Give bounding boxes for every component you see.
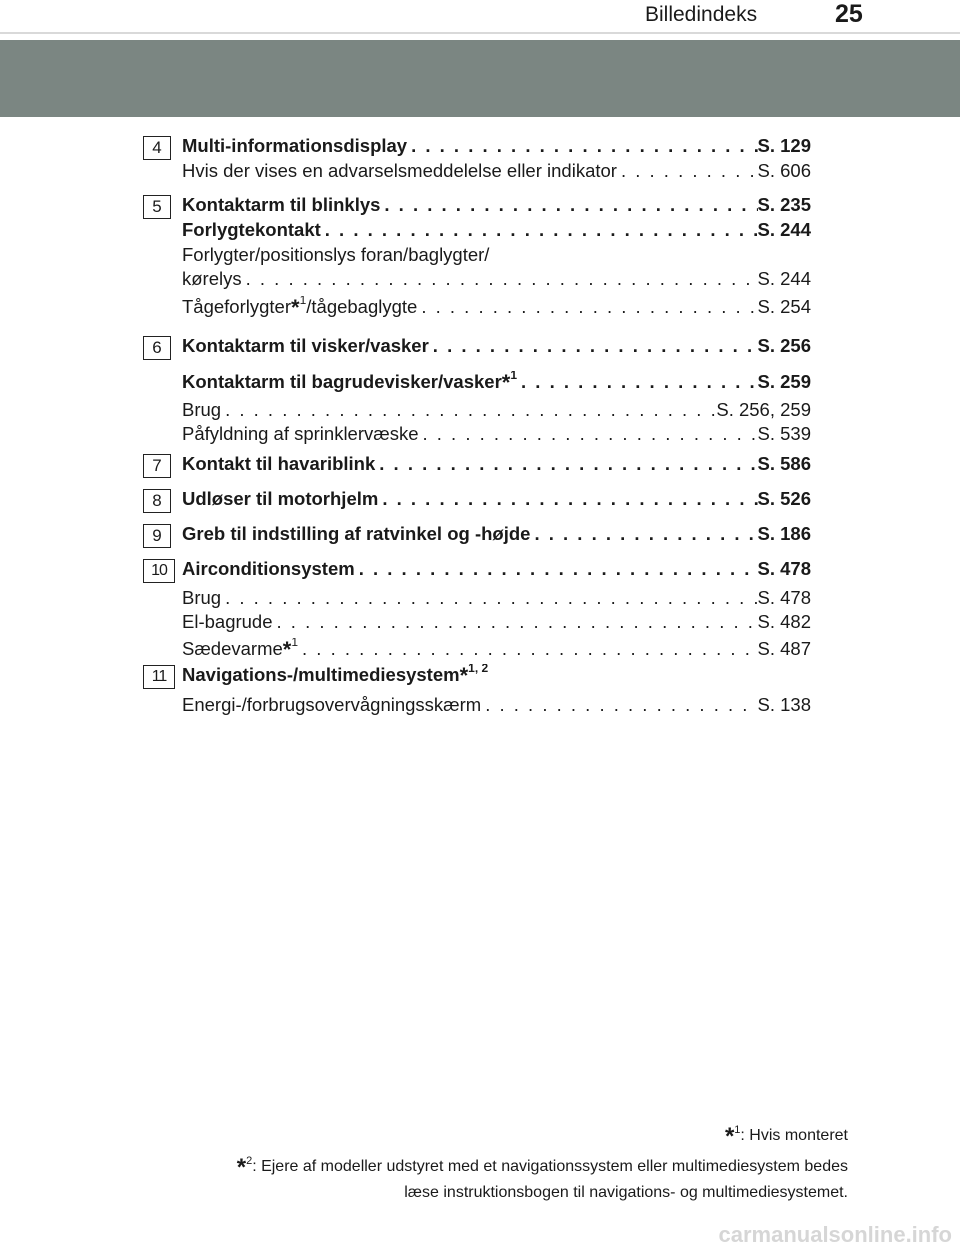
leader-dots bbox=[321, 219, 758, 241]
index-heading-row[interactable] bbox=[182, 371, 811, 395]
entry-label: Tågeforlygter*$^1$/tågebaglygte bbox=[182, 296, 417, 318]
header-band bbox=[0, 40, 960, 117]
leader-dots bbox=[419, 423, 758, 445]
entry-number-badge: 11 bbox=[143, 665, 175, 689]
page-reference-link[interactable]: S. 478 bbox=[757, 558, 811, 579]
leader-dots bbox=[221, 587, 757, 609]
leader-dots bbox=[481, 694, 757, 716]
page-header bbox=[0, 0, 960, 38]
entry-label: Udløser til motorhjelm bbox=[182, 488, 379, 509]
watermark: carmanualsonline.info bbox=[718, 1222, 952, 1247]
page-reference-link[interactable]: S. 235 bbox=[757, 194, 811, 215]
index-sub-row[interactable] bbox=[182, 160, 811, 184]
leader-dots bbox=[378, 488, 757, 510]
footnotes bbox=[237, 1118, 848, 1205]
asterisk-mark: * bbox=[291, 296, 300, 320]
asterisk-mark: * bbox=[282, 638, 292, 662]
entry-label: Brug bbox=[182, 587, 222, 608]
asterisk-mark: * bbox=[459, 664, 469, 688]
index-sub-row[interactable] bbox=[182, 296, 811, 320]
entry-number-badge: 5 bbox=[143, 195, 171, 219]
page-reference-link[interactable]: S. 539 bbox=[757, 423, 811, 444]
page-reference-link[interactable]: S. 256, 259 bbox=[716, 399, 811, 420]
entry-label: Sædevarme*$^1$ bbox=[182, 638, 298, 660]
index-heading-row[interactable] bbox=[182, 453, 811, 477]
page-reference-link[interactable]: S. 244 bbox=[757, 219, 811, 240]
page-reference-link[interactable]: S. 482 bbox=[757, 611, 811, 632]
index-sub-row[interactable] bbox=[182, 244, 811, 268]
page-reference-link[interactable]: S. 244 bbox=[757, 268, 811, 289]
index-heading-row[interactable] bbox=[182, 194, 811, 218]
section-title: Billedindeks bbox=[645, 3, 758, 26]
entry-label: Navigations-/multimediesystem*$^{1, 2}$ bbox=[182, 664, 488, 686]
leader-dots bbox=[273, 611, 758, 633]
entry-label: Forlygter/positionslys foran/baglygter/ bbox=[182, 244, 490, 265]
entry-label: Hvis der vises en advarselsmeddelelse eller indikator bbox=[182, 160, 617, 181]
page-reference-link[interactable]: S. 487 bbox=[757, 638, 811, 659]
entry-label: Kontakt til havariblink bbox=[182, 453, 376, 474]
footnote-ref: 1 bbox=[291, 638, 299, 649]
footnote-ref: 1 bbox=[510, 371, 518, 382]
entry-number-badge: 9 bbox=[143, 524, 171, 548]
entry-number-badge: 8 bbox=[143, 489, 171, 513]
entry-number-badge: 6 bbox=[143, 336, 171, 360]
page-reference-link[interactable]: S. 254 bbox=[757, 296, 811, 317]
page-reference-link[interactable]: S. 259 bbox=[757, 371, 811, 392]
page-reference-link[interactable]: S. 129 bbox=[757, 135, 811, 156]
page-reference-link[interactable]: S. 526 bbox=[757, 488, 811, 509]
entry-label: Kontaktarm til bagrudevisker/vasker*$^1$ bbox=[182, 371, 517, 393]
index-heading-row[interactable] bbox=[182, 523, 811, 547]
page-reference-link[interactable]: S. 586 bbox=[757, 453, 811, 474]
index-sub-row[interactable] bbox=[182, 694, 811, 718]
index-sub-row[interactable] bbox=[182, 268, 811, 292]
leader-dots bbox=[375, 453, 757, 475]
page-reference-link[interactable]: S. 186 bbox=[757, 523, 811, 544]
entry-label: kørelys bbox=[182, 268, 242, 289]
footnote-2: *$^2$: Ejere af modeller udstyret med et navigationssystem eller multimediesystem bedes bbox=[236, 1154, 848, 1181]
entry-label: Forlygtekontakt bbox=[182, 219, 321, 240]
entry-label: Påfyldning af sprinklervæske bbox=[182, 423, 419, 444]
index-heading-row[interactable] bbox=[182, 135, 811, 159]
entry-label: Airconditionsystem bbox=[182, 558, 355, 579]
leader-dots bbox=[355, 558, 758, 580]
leader-dots bbox=[242, 268, 758, 290]
entry-number-badge: 4 bbox=[143, 136, 171, 160]
footnote-ref: 1 bbox=[299, 296, 307, 307]
leader-dots bbox=[530, 523, 757, 545]
index-sub-row[interactable] bbox=[182, 638, 811, 662]
index-heading-row[interactable] bbox=[182, 558, 811, 582]
entry-label: El-bagrude bbox=[182, 611, 273, 632]
asterisk-mark: * bbox=[501, 371, 511, 395]
index-sub-row[interactable] bbox=[182, 423, 811, 447]
leader-dots bbox=[417, 296, 757, 318]
leader-dots bbox=[407, 135, 757, 157]
leader-dots bbox=[221, 399, 716, 421]
leader-dots bbox=[617, 160, 758, 182]
entry-label: Energi-/forbrugsovervågningsskærm bbox=[182, 694, 482, 715]
leader-dots bbox=[429, 335, 758, 357]
entry-number-badge: 10 bbox=[143, 559, 175, 583]
entry-label: Brug bbox=[182, 399, 222, 420]
index-sub-row[interactable] bbox=[182, 399, 811, 423]
index-sub-row[interactable] bbox=[182, 611, 811, 635]
footnote-1: *$^1$: Hvis monteret bbox=[724, 1123, 848, 1150]
index-sub-row[interactable] bbox=[182, 587, 811, 611]
page-reference-link[interactable]: S. 138 bbox=[757, 694, 811, 715]
index-heading-row[interactable] bbox=[182, 335, 811, 359]
header-divider bbox=[0, 32, 960, 34]
page-reference-link[interactable]: S. 256 bbox=[757, 335, 811, 356]
leader-dots bbox=[517, 371, 757, 393]
page-reference-link[interactable]: S. 478 bbox=[757, 587, 811, 608]
footnote-ref: 1, 2 bbox=[468, 664, 489, 675]
entry-label: Greb til indstilling af ratvinkel og -højde bbox=[182, 523, 531, 544]
index-heading-row[interactable] bbox=[182, 219, 811, 243]
index-heading-row[interactable] bbox=[182, 488, 811, 512]
entry-label: Multi-informationsdisplay bbox=[182, 135, 408, 156]
entry-number-badge: 7 bbox=[143, 454, 171, 478]
leader-dots bbox=[380, 194, 757, 216]
index-heading-row[interactable] bbox=[182, 664, 811, 688]
leader-dots bbox=[298, 638, 757, 660]
entry-label: Kontaktarm til visker/vasker bbox=[182, 335, 429, 356]
entry-label: Kontaktarm til blinklys bbox=[182, 194, 381, 215]
page-number: 25 bbox=[835, 0, 863, 28]
footnote-2-continued: læse instruktionsbogen til navigations- og multimediesystemet. bbox=[404, 1184, 848, 1201]
page-reference-link[interactable]: S. 606 bbox=[757, 160, 811, 181]
